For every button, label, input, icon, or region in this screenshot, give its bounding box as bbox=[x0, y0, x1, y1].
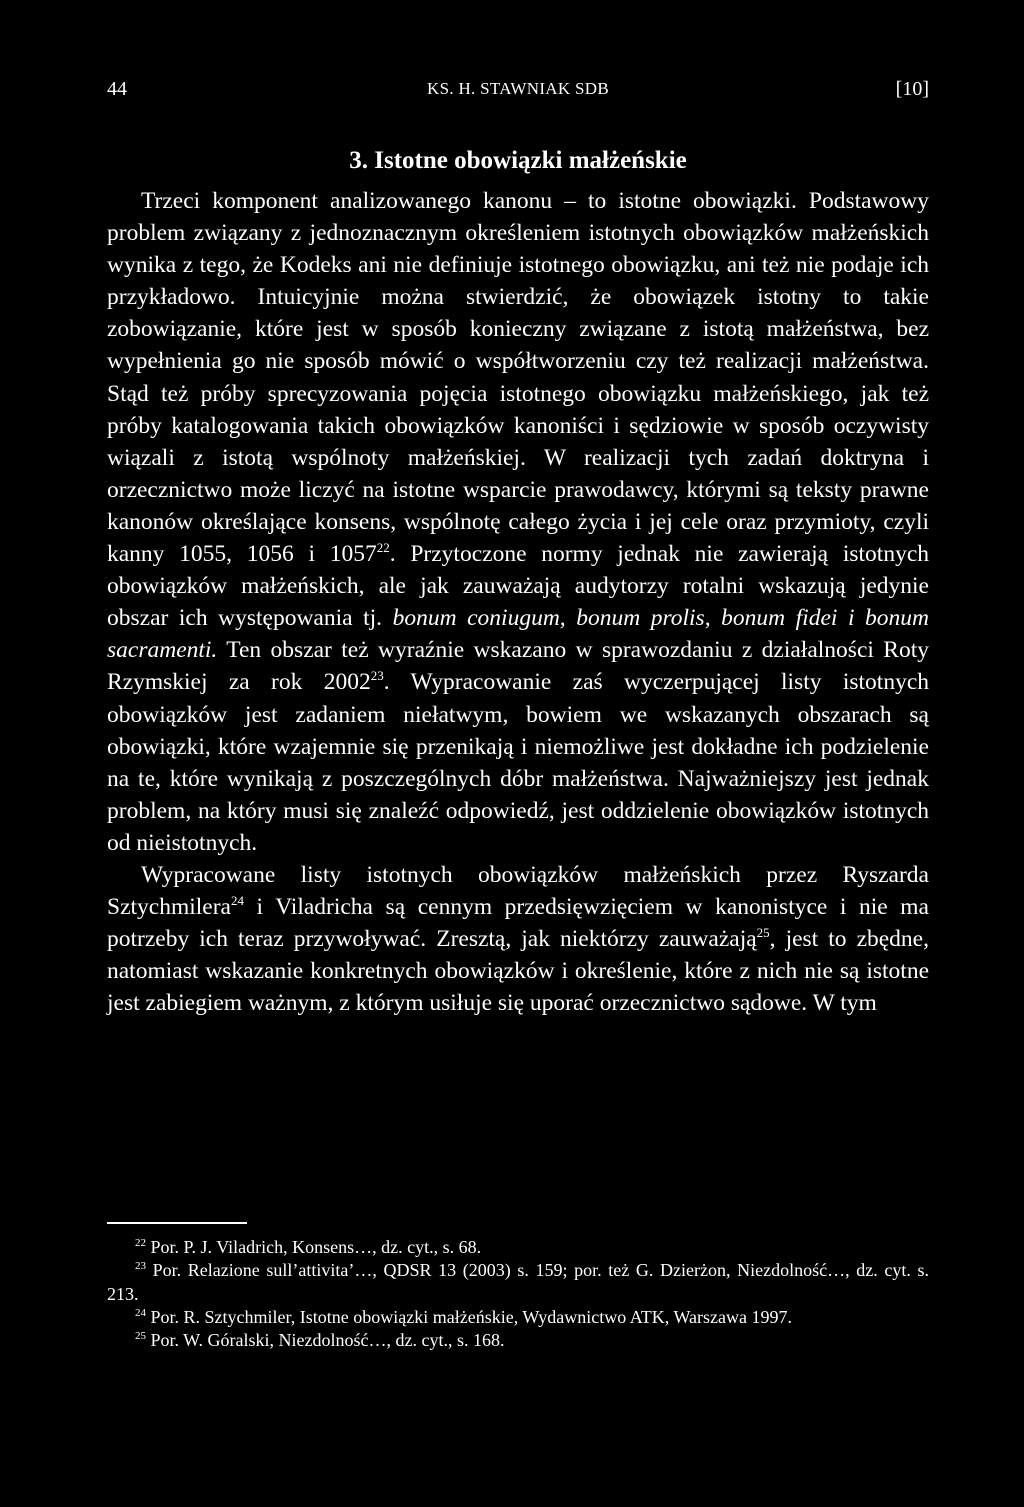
footnote-text: Por. W. Góralski, Niezdolność…, dz. cyt., s. 168. bbox=[146, 1330, 505, 1351]
footnote-23 bbox=[107, 1259, 929, 1306]
footnote-24 bbox=[107, 1306, 929, 1329]
paragraph-2-text-c: , jest to zbędne, natomiast wskazanie konkretnych obowiązków i określenie, które z nich nie są istotne jest zabiegiem ważnym, z którym usiłuje się uporać orzecznictwo sądowe. W tym bbox=[107, 926, 929, 1017]
main-text bbox=[107, 185, 929, 1019]
section-title: 3. Istotne obowiązki małżeńskie bbox=[349, 147, 687, 174]
footnote-ref-24: 24 bbox=[230, 893, 244, 909]
paragraph-1-text-b: . Przytoczone normy jednak nie zawierają istotnych obowiązków małżeńskich, ale jak zauważają audytorzy rotalni wskazują jedynie obszar ich występowania tj. bbox=[107, 541, 929, 632]
footnote-number: 24 bbox=[135, 1306, 146, 1319]
page-number: 44 bbox=[107, 78, 127, 100]
footnote-22 bbox=[107, 1236, 929, 1259]
footnote-number: 23 bbox=[135, 1260, 146, 1273]
paragraph-2-text-b: i Viladricha są cennym przedsięwzięciem w kanonistyce i nie ma potrzeby ich teraz przywoływać. Zresztą, jak niektórzy zauważają bbox=[107, 894, 929, 953]
footnote-ref-23: 23 bbox=[370, 668, 384, 684]
footnote-ref-22: 22 bbox=[376, 540, 390, 556]
paragraph-1-text-c: Ten obszar też wyraźnie wskazano w sprawozdaniu z działalności Roty Rzymskiej za rok 2002 bbox=[107, 637, 929, 696]
footnote-text: Por. R. Sztychmiler, Istotne obowiązki małżeńskie, Wydawnictwo ATK, Warszawa 1997. bbox=[146, 1306, 792, 1327]
paragraph-1-text-a: Trzeci komponent analizowanego kanonu – to istotne obowiązki. Podstawowy problem związany z jednoznacznym określeniem istotnych obowiązków małżeńskich wynika z tego, że Kodeks ani nie definiuje istotnego obowiązku, ani też nie podaje ich przykładowo. Intuicyjnie można stwierdzić, że obowiązek istotny to takie zobowiązanie, które jest w sposób konieczny związane z istotą małżeństwa, bez wypełnienia go nie sposób mówić o współtworzeniu czy też realizacji małżeństwa. Stąd też próby sprecyzowania pojęcia istotnego obowiązku małżeńskiego, jak też próby katalogowania takich obowiązków kanoniści i sędziowie w sposób oczywisty wiązali z istotą wspólnoty małżeńskiej. W realizacji tych zadań doktryna i orzecznictwo może liczyć na istotne wsparcie prawodawcy, którymi są teksty prawne kanonów określające konsens, wspólnotę całego życia i jej cele oraz przymioty, czyli kanny 1055, 1056 i 1057 bbox=[107, 188, 929, 568]
footnote-text: Por. P. J. Viladrich, Konsens…, dz. cyt., s. 68. bbox=[146, 1237, 482, 1257]
footnote-text: Por. Relazione sull’attivita’…, QDSR 13 (2003) s. 159; por. też G. Dzierżon, Niezdolność…, dz. cyt. s. 213. bbox=[107, 1260, 929, 1304]
paragraph-1-italic: bonum coniugum, bonum prolis, bonum fidei i bonum sacramenti. bbox=[107, 605, 929, 664]
footnotes bbox=[107, 1236, 929, 1352]
paragraph-2-text-a: Wypracowane listy istotnych obowiązków małżeńskich przez Ryszarda Sztychmilera bbox=[107, 861, 929, 921]
footnote-number: 22 bbox=[135, 1237, 146, 1249]
footnote-number: 25 bbox=[135, 1330, 146, 1343]
footnote-separator bbox=[107, 1222, 247, 1224]
footnote-25 bbox=[107, 1329, 929, 1352]
section-tag: [10] bbox=[895, 78, 929, 100]
footnote-ref-25: 25 bbox=[756, 925, 770, 941]
running-header bbox=[107, 74, 929, 104]
paragraph-2 bbox=[107, 859, 929, 1019]
paragraph-1-text-d: . Wypracowanie zaś wyczerpującej listy istotnych obowiązków jest zadaniem niełatwym, bowiem we wskazanych obszarach są obowiązki, które wzajemnie się przenikają i niemożliwe jest dokładne ich podzielenie na te, które wynikają z poszczególnych dóbr małżeństwa. Najważniejszy jest jednak problem, na który musi się znaleźć odpowiedź, jest oddzielenie obowiązków istotnych od nieistotnych. bbox=[107, 669, 929, 856]
running-head-author: KS. H. STAWNIAK SDB bbox=[427, 79, 609, 98]
paragraph-1 bbox=[107, 185, 929, 859]
